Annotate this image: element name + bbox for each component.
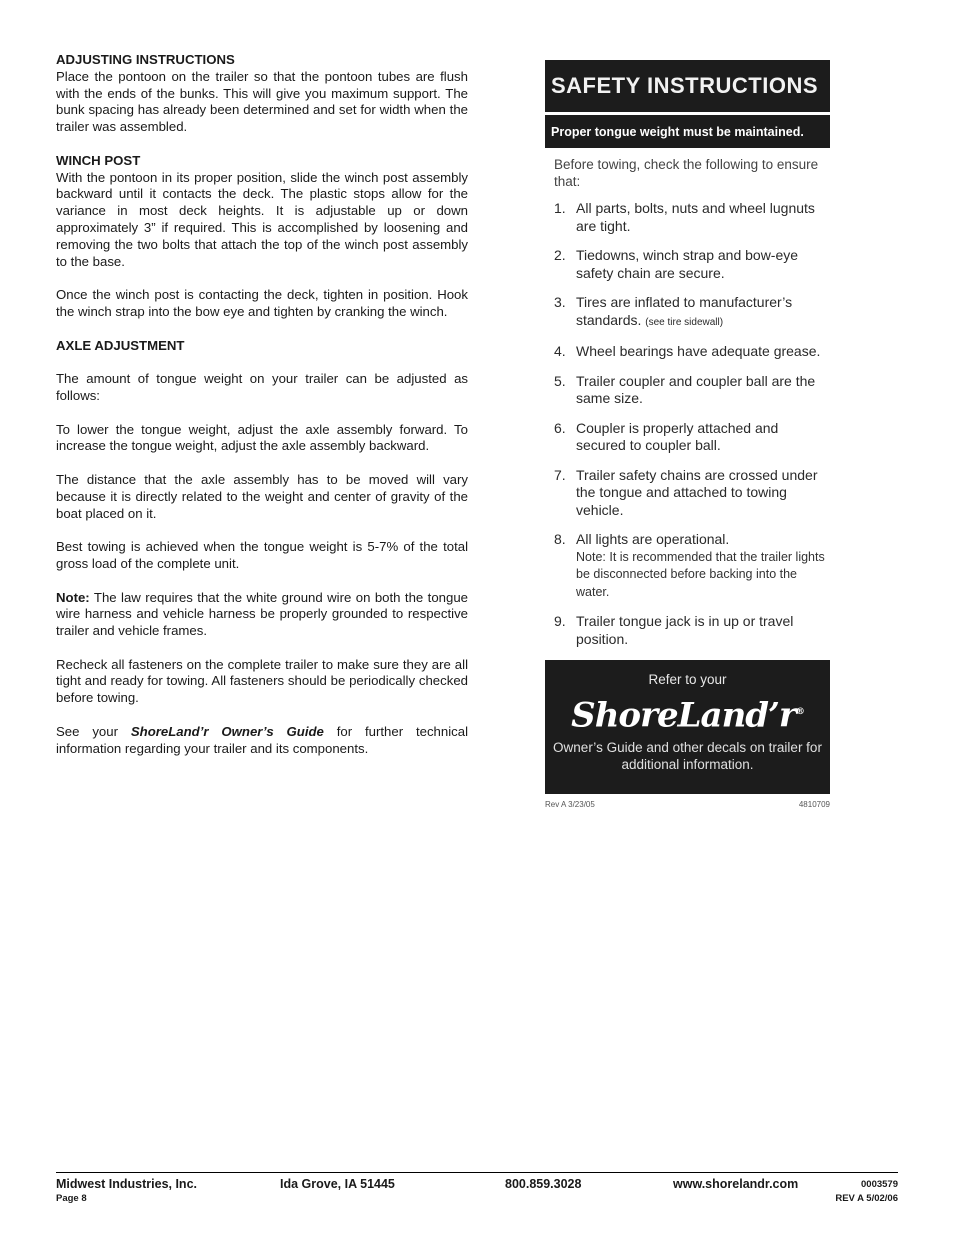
adjusting-heading: ADJUSTING INSTRUCTIONS bbox=[56, 52, 235, 67]
owners-guide-ref: ShoreLand’r Owner’s Guide bbox=[130, 723, 324, 739]
footer-phone: 800.859.3028 bbox=[505, 1177, 582, 1191]
refer-top: Refer to your bbox=[648, 672, 727, 687]
decal-part-number: 4810709 bbox=[798, 800, 830, 809]
winch-body-2: Once the winch post is contacting the deck, tighten in position. Hook the winch strap into the bow eye and tighten by cranking the winch. bbox=[56, 287, 468, 319]
footer-page: Page 8 bbox=[56, 1193, 87, 1204]
winch-heading: WINCH POST bbox=[56, 152, 141, 168]
page-footer bbox=[56, 1172, 898, 1205]
checklist-item: 5. Trailer coupler and coupler ball are the same size. bbox=[554, 372, 816, 406]
decal-rev: Rev A 3/23/05 bbox=[545, 800, 595, 809]
checklist-item: 1. All parts, bolts, nuts and wheel lugnuts are tight. bbox=[554, 200, 815, 234]
left-column bbox=[56, 52, 468, 774]
axle-p3: The distance that the axle assembly has to be moved will vary because it is directly related to the weight and center of gravity of the boat placed on it. bbox=[56, 471, 468, 521]
footer-doc-number: 0003579 bbox=[861, 1179, 898, 1190]
decal-subtitle: Proper tongue weight must be maintained. bbox=[545, 112, 830, 148]
axle-note bbox=[56, 590, 468, 640]
adjusting-body: Place the pontoon on the trailer so that the pontoon tubes are flush with the ends of the bunks. This will give you maximum support. The bunk spacing has already been determined and set for width when the trailer was assembled. bbox=[56, 68, 468, 135]
axle-p4: Best towing is achieved when the tongue weight is 5-7% of the total gross load of the complete unit. bbox=[56, 539, 468, 571]
note-text: The law requires that the white ground wire on both the tongue wire harness and vehicle harness be properly grounded to respective trailer and vehicle frames. bbox=[56, 589, 468, 639]
footer-website[interactable]: www.shorelandr.com bbox=[673, 1177, 799, 1191]
safety-decal bbox=[545, 60, 830, 809]
checklist-item: 2. Tiedowns, winch strap and bow-eye safety chain are secure. bbox=[554, 247, 799, 281]
note-label: Note: bbox=[56, 589, 90, 605]
footer-revision: REV A 5/02/06 bbox=[835, 1193, 898, 1204]
checklist-item: 6. Coupler is properly attached and secured to coupler ball. bbox=[554, 419, 779, 453]
footer-location: Ida Grove, IA 51445 bbox=[280, 1177, 395, 1191]
see-guide-paragraph: See your ShoreLand’r Owner’s Guide for further technical information regarding your trailer and its components. bbox=[56, 723, 469, 756]
checklist-item: 7. Trailer safety chains are crossed under the tongue and attached to towing vehicle. bbox=[554, 466, 818, 518]
checklist-item: 3. Tires are inflated to manufacturer’s standards. (see tire sidewall) bbox=[554, 294, 793, 328]
checklist-item: 9. Trailer tongue jack is in up or travel position. bbox=[554, 613, 794, 647]
shorelandr-logo: ShoreLand’r® bbox=[571, 695, 804, 736]
axle-p2: To lower the tongue weight, adjust the axle assembly forward. To increase the tongue weight, adjust the axle assembly backward. bbox=[56, 421, 468, 454]
footer-company: Midwest Industries, Inc. bbox=[56, 1177, 197, 1191]
decal-intro: Before towing, check the following to ensure that: bbox=[554, 157, 819, 189]
refer-bottom: Owner’s Guide and other decals on trailer for additional information. bbox=[553, 740, 822, 773]
winch-body-1: With the pontoon in its proper position, slide the winch post assembly backward until it contacts the deck. The plastic stops allow for the variance in most deck heights. It is adjustable up or down approximately 3” if required. This is accomplished by loosening and removing the two bolts that attach the top of the winch post assembly to the base. bbox=[56, 169, 468, 269]
safety-checklist bbox=[545, 200, 830, 648]
axle-heading: AXLE ADJUSTMENT bbox=[56, 337, 185, 353]
decal-footer bbox=[545, 800, 830, 809]
checklist-item: 8. All lights are operational. Note: It is recommended that the trailer lights be disconnected before backing into the water. bbox=[554, 531, 825, 599]
axle-p6: Recheck all fasteners on the complete trailer to make sure they are all tight and ready for towing. All fasteners should be periodically checked before towing. bbox=[56, 656, 468, 706]
axle-p1: The amount of tongue weight on your trailer can be adjusted as follows: bbox=[56, 371, 468, 403]
checklist-item: 4. Wheel bearings have adequate grease. bbox=[554, 343, 821, 359]
decal-title: SAFETY INSTRUCTIONS bbox=[545, 60, 830, 112]
refer-box bbox=[545, 660, 830, 794]
